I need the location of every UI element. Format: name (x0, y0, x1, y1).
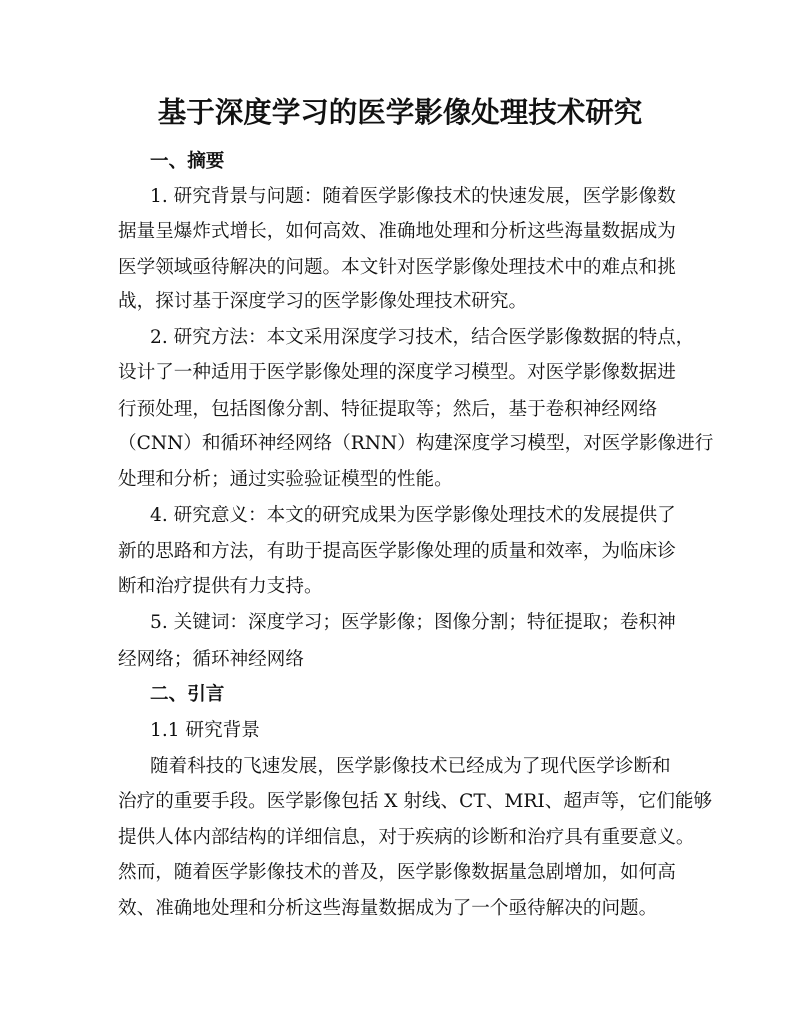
text-line: 设计了一种适用于医学影像处理的深度学习模型。对医学影像数据进 (118, 362, 676, 383)
text-line: 据量呈爆炸式增长，如何高效、准确地处理和分析这些海量数据成为 (118, 221, 676, 242)
subsection-heading: 1.1 研究背景 (150, 720, 260, 741)
text-line: 随着科技的飞速发展，医学影像技术已经成为了现代医学诊断和 (150, 756, 671, 777)
text-line: 然而，随着医学影像技术的普及，医学影像数据量急剧增加，如何高 (118, 862, 676, 883)
text-line: 4. 研究意义：本文的研究成果为医学影像处理技术的发展提供了 (150, 505, 676, 526)
text-line: 新的思路和方法，有助于提高医学影像处理的质量和效率，为临床诊 (118, 541, 676, 562)
text-line: 5. 关键词：深度学习；医学影像；图像分割；特征提取；卷积神 (150, 612, 676, 633)
text-line: 医学领域亟待解决的问题。本文针对医学影像处理技术中的难点和挑 (118, 257, 676, 278)
text-line: 经网络；循环神经网络 (118, 649, 304, 670)
text-line: （CNN）和循环神经网络（RNN）构建深度学习模型，对医学影像进行 (118, 433, 714, 454)
text-line: 效、准确地处理和分析这些海量数据成为了一个亟待解决的问题。 (118, 898, 658, 919)
document-title: 基于深度学习的医学影像处理技术研究 (157, 95, 643, 129)
text-line: 处理和分析；通过实验验证模型的性能。 (118, 469, 453, 490)
section-heading-introduction: 二、引言 (150, 684, 225, 705)
text-line: 行预处理，包括图像分割、特征提取等；然后，基于卷积神经网络 (118, 399, 658, 420)
section-heading-abstract: 一、摘要 (150, 151, 225, 172)
text-line: 断和治疗提供有力支持。 (118, 576, 323, 597)
text-line: 1. 研究背景与问题：随着医学影像技术的快速发展，医学影像数 (150, 186, 676, 207)
text-line: 2. 研究方法：本文采用深度学习技术，结合医学影像数据的特点， (150, 327, 695, 348)
text-line: 治疗的重要手段。医学影像包括 X 射线、CT、MRI、超声等，它们能够 (118, 791, 713, 812)
text-line: 战，探讨基于深度学习的医学影像处理技术研究。 (118, 291, 528, 312)
text-line: 提供人体内部结构的详细信息，对于疾病的诊断和治疗具有重要意义。 (118, 827, 695, 848)
